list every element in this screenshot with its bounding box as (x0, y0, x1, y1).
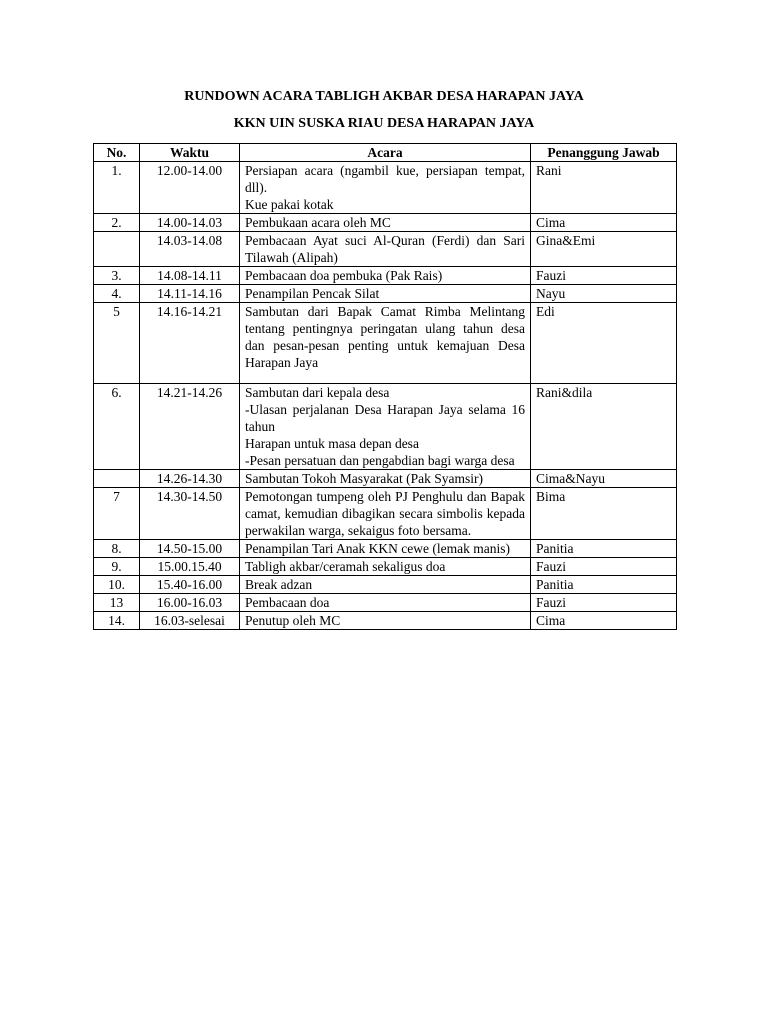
table-row (94, 384, 677, 470)
acara-line: -Ulasan perjalanan Desa Harapan Jaya selama 16 tahun (245, 402, 525, 434)
table-row (94, 576, 677, 594)
row-time: 14.26-14.30 (140, 470, 240, 488)
row-pj: Panitia (531, 540, 677, 558)
table-row (94, 594, 677, 612)
table-row (94, 285, 677, 303)
acara-line: Pemotongan tumpeng oleh PJ Penghulu dan Bapak camat, kemudian dibagikan secara simbolis kepada perwakilan warga, sekaigus foto bersama. (245, 489, 525, 538)
row-time: 12.00-14.00 (140, 162, 240, 214)
row-no (94, 470, 140, 488)
row-pj: Fauzi (531, 267, 677, 285)
row-time: 14.00-14.03 (140, 214, 240, 232)
acara-line: Pembacaan doa (245, 595, 330, 610)
row-no: 1. (94, 162, 140, 214)
acara-line: Pembacaan doa pembuka (Pak Rais) (245, 268, 443, 283)
acara-line: Sambutan Tokoh Masyarakat (Pak Syamsir) (245, 471, 484, 486)
header-acara: Acara (240, 144, 531, 162)
acara-line: Persiapan acara (ngambil kue, persiapan tempat, dll). (245, 163, 525, 195)
row-acara (240, 470, 531, 488)
acara-line: Sambutan dari Bapak Camat Rimba Melintang tentang pentingnya peringatan ulang tahun desa dan pesan-pesan penting untuk kemajuan Desa Harapan Jaya (245, 304, 525, 370)
row-time: 14.08-14.11 (140, 267, 240, 285)
row-no: 4. (94, 285, 140, 303)
header-waktu: Waktu (140, 144, 240, 162)
row-time: 14.11-14.16 (140, 285, 240, 303)
row-no: 5 (94, 303, 140, 384)
row-time: 14.21-14.26 (140, 384, 240, 470)
acara-line: Break adzan (245, 577, 313, 592)
acara-line: Pembacaan Ayat suci Al-Quran (Ferdi) dan Sari Tilawah (Alipah) (245, 233, 525, 265)
row-acara (240, 594, 531, 612)
row-acara (240, 267, 531, 285)
table-header-row (94, 144, 677, 162)
table-row (94, 267, 677, 285)
row-acara (240, 303, 531, 384)
row-no: 10. (94, 576, 140, 594)
row-no: 13 (94, 594, 140, 612)
row-acara (240, 214, 531, 232)
row-no: 6. (94, 384, 140, 470)
acara-line: Tabligh akbar/ceramah sekaligus doa (245, 559, 446, 574)
table-row (94, 612, 677, 630)
row-pj: Cima (531, 612, 677, 630)
acara-line: -Pesan persatuan dan pengabdian bagi warga desa (245, 453, 515, 468)
row-no (94, 232, 140, 267)
row-pj: Panitia (531, 576, 677, 594)
document-subtitle: KKN UIN SUSKA RIAU DESA HARAPAN JAYA (233, 116, 535, 131)
header-no: No. (94, 144, 140, 162)
row-no: 9. (94, 558, 140, 576)
row-pj: Cima (531, 214, 677, 232)
row-no: 3. (94, 267, 140, 285)
row-time: 15.00.15.40 (140, 558, 240, 576)
row-no: 8. (94, 540, 140, 558)
row-pj: Cima&Nayu (531, 470, 677, 488)
row-time: 14.50-15.00 (140, 540, 240, 558)
row-time: 15.40-16.00 (140, 576, 240, 594)
table-row (94, 558, 677, 576)
table-row (94, 470, 677, 488)
row-pj: Fauzi (531, 558, 677, 576)
row-no: 7 (94, 488, 140, 540)
row-acara (240, 576, 531, 594)
row-acara (240, 285, 531, 303)
acara-line: Penampilan Tari Anak KKN cewe (lemak manis) (245, 541, 510, 556)
acara-line: Sambutan dari kepala desa (245, 385, 390, 400)
row-time: 16.00-16.03 (140, 594, 240, 612)
row-pj: Rani (531, 162, 677, 214)
table-row (94, 214, 677, 232)
row-pj: Gina&Emi (531, 232, 677, 267)
acara-line: Kue pakai kotak (245, 197, 334, 212)
row-pj: Fauzi (531, 594, 677, 612)
rundown-table (93, 143, 677, 630)
table-row (94, 488, 677, 540)
row-time: 14.03-14.08 (140, 232, 240, 267)
row-acara (240, 232, 531, 267)
row-acara (240, 162, 531, 214)
acara-line: Penutup oleh MC (245, 613, 341, 628)
row-pj: Nayu (531, 285, 677, 303)
row-time: 16.03-selesai (140, 612, 240, 630)
row-time: 14.16-14.21 (140, 303, 240, 384)
row-pj: Rani&dila (531, 384, 677, 470)
row-pj: Edi (531, 303, 677, 384)
row-no: 2. (94, 214, 140, 232)
row-no: 14. (94, 612, 140, 630)
table-row (94, 540, 677, 558)
table-row (94, 232, 677, 267)
row-time: 14.30-14.50 (140, 488, 240, 540)
acara-line: Penampilan Pencak Silat (245, 286, 380, 301)
row-acara (240, 558, 531, 576)
document-title: RUNDOWN ACARA TABLIGH AKBAR DESA HARAPAN JAYA (184, 89, 584, 104)
row-acara (240, 540, 531, 558)
acara-line: Harapan untuk masa depan desa (245, 436, 419, 451)
row-acara (240, 612, 531, 630)
row-acara (240, 488, 531, 540)
acara-line: Pembukaan acara oleh MC (245, 215, 391, 230)
row-pj: Bima (531, 488, 677, 540)
row-acara (240, 384, 531, 470)
table-row (94, 303, 677, 384)
table-row (94, 162, 677, 214)
header-penanggung-jawab: Penanggung Jawab (531, 144, 677, 162)
